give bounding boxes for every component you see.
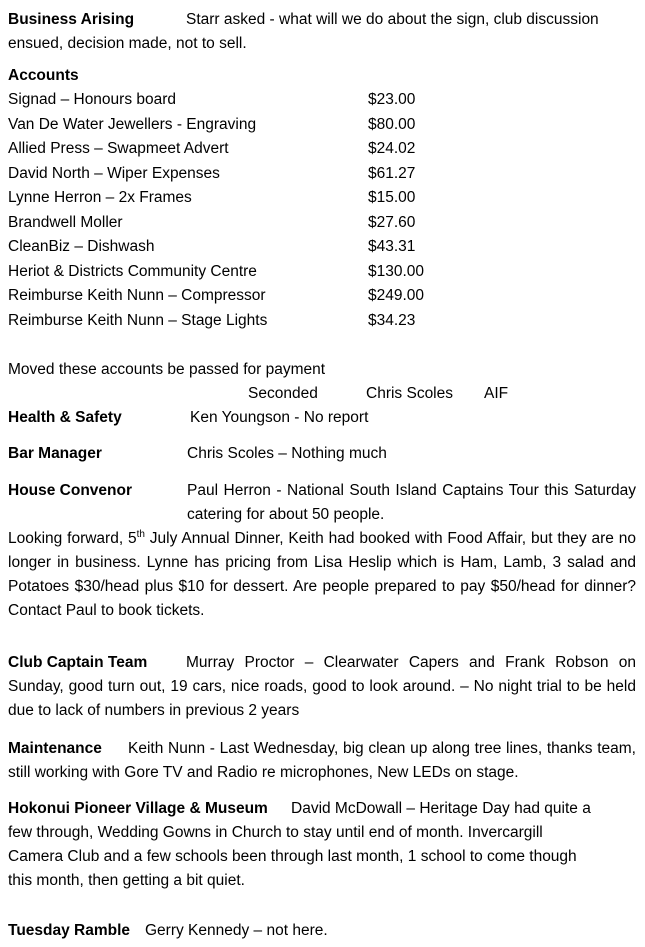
accounts-list — [8, 88, 636, 333]
account-name: Brandwell Moller — [8, 213, 123, 231]
account-row — [8, 186, 636, 211]
bar-manager-section — [8, 442, 387, 466]
house-convenor-row — [8, 479, 636, 527]
maintenance-heading: Maintenance — [8, 740, 102, 757]
account-row — [8, 137, 636, 162]
museum-heading: Hokonui Pioneer Village & Museum — [8, 800, 268, 817]
tuesday-ramble-text: Gerry Kennedy – not here. — [145, 922, 328, 939]
business-arising-heading: Business Arising — [8, 11, 135, 28]
health-safety-section — [8, 406, 368, 430]
club-captain-text: Murray Proctor – Clearwater Capers and Frank Robson on Sunday, good turn out, 19 cars, nice roads, good to look around. – No night trial to be held due to lack of numbers in previous 2 years — [8, 654, 636, 719]
account-name: CleanBiz – Dishwash — [8, 238, 155, 255]
museum-section — [8, 797, 636, 893]
bar-manager-text: Chris Scoles – Nothing much — [187, 445, 387, 462]
motion-section — [8, 358, 636, 406]
club-captain-heading: Club Captain Team — [8, 654, 148, 671]
account-row — [8, 211, 636, 236]
museum-line2: few through, Wedding Gowns in Church to stay until end of month. Invercargill — [8, 824, 543, 841]
account-row — [8, 309, 636, 334]
tuesday-ramble-heading: Tuesday Ramble — [8, 922, 131, 939]
tuesday-ramble-section — [8, 919, 328, 943]
account-amount: $130.00 — [368, 262, 425, 280]
account-name: Allied Press – Swapmeet Advert — [8, 140, 229, 157]
account-amount: $27.60 — [368, 213, 416, 231]
account-name: Reimburse Keith Nunn – Compressor — [8, 287, 266, 304]
moved-text: Moved these accounts be passed for payment — [8, 361, 326, 378]
accounts-heading: Accounts — [8, 67, 79, 84]
museum-line3: Camera Club and a few schools been through last month, 1 school to come though — [8, 848, 577, 865]
account-amount: $61.27 — [368, 164, 416, 182]
account-amount: $43.31 — [368, 238, 416, 255]
house-convenor-para-before: Looking forward, 5 — [8, 530, 137, 547]
account-amount: $249.00 — [368, 287, 425, 304]
account-name: Van De Water Jewellers - Engraving — [8, 115, 257, 133]
seconded-label: Seconded — [248, 385, 318, 402]
account-row — [8, 162, 636, 187]
account-amount: $34.23 — [368, 311, 416, 329]
account-name: Lynne Herron – 2x Frames — [8, 189, 192, 206]
museum-line1: David McDowall – Heritage Day had quite a — [291, 800, 591, 817]
maintenance-text: Keith Nunn - Last Wednesday, big clean up along tree lines, thanks team, still working with Gore TV and Radio re microphones, New LEDs on stage. — [8, 740, 636, 781]
house-convenor-text: Paul Herron - National South Island Captains Tour this Saturday catering for about 50 people. — [187, 482, 636, 523]
maintenance-section — [8, 737, 636, 785]
house-convenor-paragraph — [8, 527, 636, 623]
account-row — [8, 113, 636, 138]
account-amount: $80.00 — [368, 115, 416, 133]
health-safety-text: Ken Youngson - No report — [190, 409, 369, 426]
museum-line4: this month, then getting a bit quiet. — [8, 872, 245, 889]
account-name: Reimburse Keith Nunn – Stage Lights — [8, 311, 268, 329]
account-amount: $15.00 — [368, 189, 416, 206]
house-convenor-heading: House Convenor — [8, 482, 133, 499]
carried-text: AIF — [484, 385, 509, 402]
account-name: Signad – Honours board — [8, 91, 177, 108]
house-convenor-para-after: July Annual Dinner, Keith had booked with Food Affair, but they are no longer in business. Lynne has pricing from Lisa Heslip which is Ham, Lamb, 3 salad and Potatoes $30/head plus $10 for dessert. Are people prepared to pay $50/head for dinner? Contact Paul to book tickets. — [8, 530, 636, 619]
account-row — [8, 235, 636, 260]
business-arising-section — [8, 8, 636, 56]
account-row — [8, 284, 636, 309]
house-convenor-section — [8, 479, 636, 623]
account-name: Heriot & Districts Community Centre — [8, 262, 257, 280]
business-arising-text-line2: ensued, decision made, not to sell. — [8, 35, 247, 52]
house-convenor-para-sup: th — [136, 528, 145, 540]
seconded-by: Chris Scoles — [366, 385, 453, 402]
health-safety-heading: Health & Safety — [8, 409, 122, 426]
account-row — [8, 260, 636, 285]
account-amount: $24.02 — [368, 140, 416, 157]
account-amount: $23.00 — [368, 91, 416, 108]
club-captain-section — [8, 651, 636, 723]
account-name: David North – Wiper Expenses — [8, 164, 220, 182]
seconded-line — [8, 382, 636, 406]
business-arising-text-line1: Starr asked - what will we do about the sign, club discussion — [186, 11, 599, 28]
account-row — [8, 88, 636, 113]
bar-manager-heading: Bar Manager — [8, 445, 102, 462]
accounts-section — [8, 64, 636, 333]
